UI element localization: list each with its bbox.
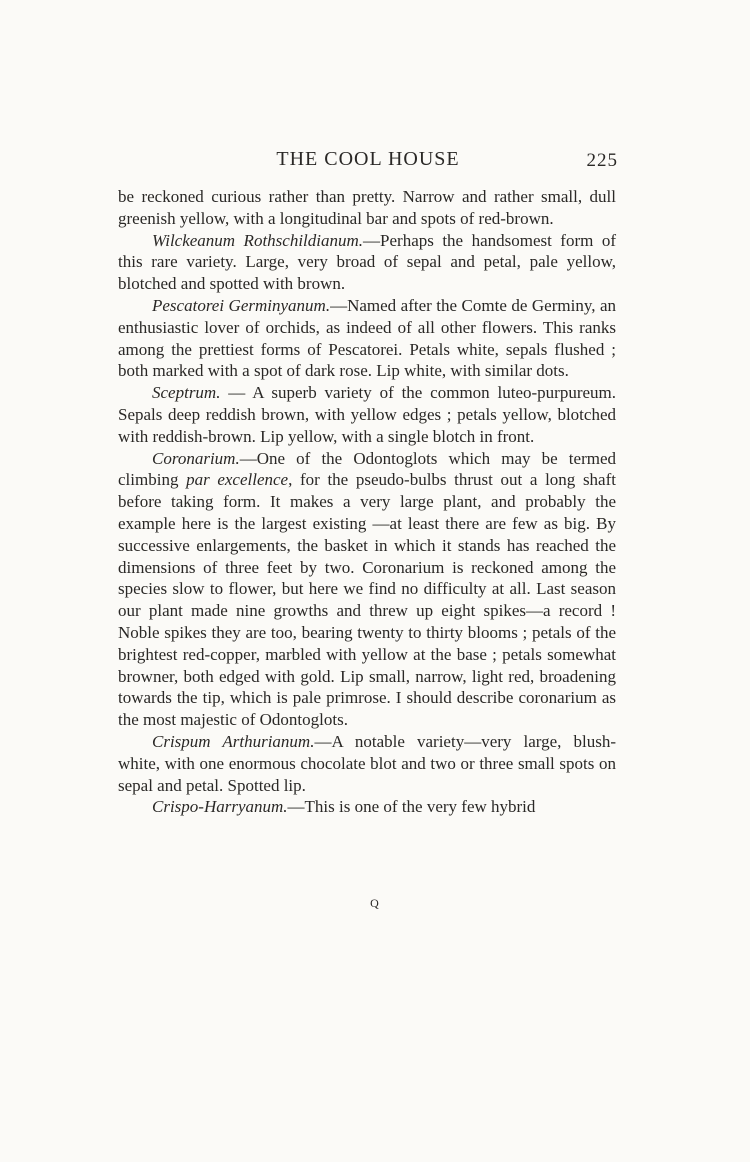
paragraph-text: be reckoned curious rather than pretty. Narrow and rather small, dull greenish yellow, with a longitudinal bar and spots of red-brown.	[118, 187, 616, 228]
paragraph-text: —A notable variety—very large, blush-white, with one enormous chocolate blot and two or three small spots on sepal and petal. Spotted lip.	[118, 731, 617, 795]
paragraph-text: —Perhaps the handsomest form of this rare variety. Large, very broad of sepal and petal, pale yellow, blotched and spotted with brown.	[118, 230, 616, 294]
page-title: THE COOL HOUSE	[276, 148, 460, 170]
paragraph-wilckeanum	[118, 230, 616, 295]
body-text	[118, 186, 616, 818]
paragraph-coronarium	[118, 448, 616, 731]
paragraph-text: — A superb variety of the common luteo-purpureum. Sepals deep reddish brown, with yellow edges ; petals yellow, blotched with reddish-brown. Lip yellow, with a single blotch in front.	[118, 383, 616, 446]
running-head	[118, 148, 618, 178]
paragraph-sceptrum	[118, 382, 616, 447]
variety-name: Pescatorei Germinyanum.	[152, 295, 331, 315]
signature-mark: Q	[370, 896, 380, 910]
paragraph-text: —Named after the Comte de Germiny, an enthusiastic lover of orchids, as indeed of all other flowers. This ranks among the prettiest forms of Pescatorei. Petals white, sepals flushed ; both marked with a spot of dark rose. Lip white, with similar dots.	[118, 295, 617, 381]
paragraph-continuation	[118, 186, 616, 230]
variety-name: Sceptrum.	[152, 383, 221, 403]
emphasis-phrase: par excellence	[186, 470, 289, 490]
variety-name: Crispo-Harryanum.	[152, 797, 288, 817]
paragraph-crispum-arthurianum	[118, 731, 616, 796]
page-number: 225	[586, 150, 618, 171]
paragraph-text: —This is one of the very few hybrid	[287, 797, 536, 817]
variety-name: Wilckeanum Rothschildianum.	[152, 230, 364, 250]
paragraph-text: , for the pseudo-bulbs thrust out a long shaft before taking form. It makes a very large plant, and probably the example here is the largest existing —at least there are few as big. By successive enlargements, the basket in which it stands has reached the dimensions of three feet by two. Coronarium is reckoned among the species slow to flower, but here we find no difficulty at all. Last season our plant made nine growths and threw up eight spikes—a record ! Noble spikes they are too, bearing twenty to thirty blooms ; petals of the brightest red-copper, marbled with yellow at the base ; petals somewhat browner, both edged with gold. Lip small, narrow, light red, broadening towards the tip, which is pale primrose. I should describe coronarium as the most majestic of Odontoglots.	[118, 470, 616, 730]
paragraph-crispo-harryanum	[118, 796, 616, 818]
paragraph-text: —One of the Odontoglots which may be termed climbing	[118, 448, 616, 490]
variety-name: Coronarium.	[152, 448, 240, 468]
paragraph-pescatorei	[118, 295, 616, 382]
variety-name: Crispum Arthurianum.	[152, 731, 315, 751]
